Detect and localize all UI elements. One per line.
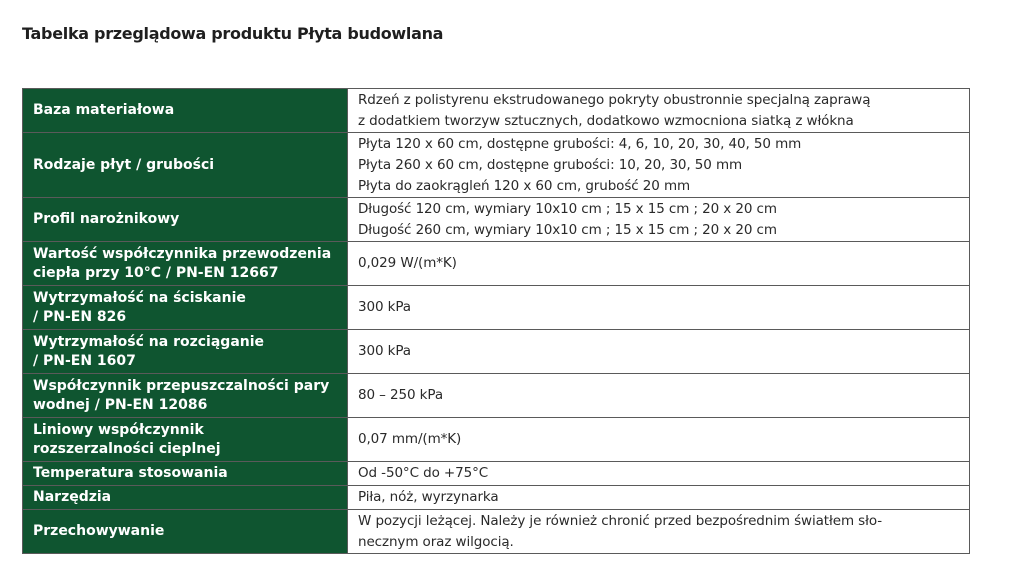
spec-value-line: Długość 260 cm, wymiary 10x10 cm ; 15 x 15 cm ; 20 x 20 cm: [358, 221, 777, 238]
spec-label-line: Współczynnik przepuszczalności pary: [33, 377, 330, 394]
spec-value-line: necznym oraz wilgocią.: [358, 533, 514, 550]
spec-label-cell: [23, 486, 348, 510]
spec-value-line: Płyta 120 x 60 cm, dostępne grubości: 4, 6, 10, 20, 30, 40, 50 mm: [358, 135, 802, 152]
spec-label-cell: [23, 374, 348, 418]
spec-value-line: Rdzeń z polistyrenu ekstrudowanego pokryty obustronnie specjalną zaprawą: [358, 91, 871, 108]
spec-label-line: Wytrzymałość na ściskanie: [33, 289, 246, 306]
spec-label-line: Temperatura stosowania: [33, 465, 228, 481]
spec-label-line: Narzędzia: [33, 489, 112, 505]
spec-label-line: Wartość współczynnika przewodzenia: [33, 245, 332, 262]
spec-value-cell: [348, 374, 970, 418]
spec-value-line: 0,07 mm/(m*K): [358, 431, 462, 447]
spec-value-line: 300 kPa: [358, 299, 411, 315]
spec-label-line: Baza materiałowa: [33, 102, 175, 118]
spec-label-line: wodnej / PN-EN 12086: [33, 396, 208, 413]
spec-label-line: rozszerzalności cieplnej: [33, 440, 221, 457]
spec-row: [23, 330, 970, 374]
page-title: Tabelka przeglądowa produktu Płyta budowlana: [22, 24, 444, 43]
spec-value-cell: [348, 286, 970, 330]
spec-label-line: Profil narożnikowy: [33, 211, 180, 227]
spec-label-line: ciepła przy 10°C / PN-EN 12667: [33, 264, 279, 281]
spec-row: [23, 133, 970, 198]
spec-row: [23, 418, 970, 462]
spec-label-cell: [23, 198, 348, 242]
spec-label-line: / PN-EN 1607: [33, 352, 136, 369]
spec-label-cell: [23, 133, 348, 198]
spec-value-cell: [348, 330, 970, 374]
spec-row: [23, 198, 970, 242]
spec-label-line: / PN-EN 826: [33, 308, 127, 325]
product-spec-table: [22, 88, 970, 554]
spec-row: [23, 89, 970, 133]
spec-value-line: Od -50°C do +75°C: [358, 465, 489, 481]
spec-value-line: Płyta 260 x 60 cm, dostępne grubości: 10, 20, 30, 50 mm: [358, 156, 743, 173]
spec-row: [23, 242, 970, 286]
spec-value-line: 0,029 W/(m*K): [358, 255, 457, 271]
spec-value-cell: [348, 242, 970, 286]
spec-value-cell: [348, 462, 970, 486]
spec-value-line: Długość 120 cm, wymiary 10x10 cm ; 15 x 15 cm ; 20 x 20 cm: [358, 200, 777, 217]
spec-row: [23, 374, 970, 418]
spec-row: [23, 462, 970, 486]
spec-value-cell: [348, 133, 970, 198]
spec-label-cell: [23, 510, 348, 554]
spec-label-cell: [23, 89, 348, 133]
spec-label-line: Wytrzymałość na rozciąganie: [33, 333, 265, 350]
spec-value-line: Płyta do zaokrągleń 120 x 60 cm, grubość 20 mm: [358, 177, 691, 194]
spec-label-line: Rodzaje płyt / grubości: [33, 156, 215, 173]
spec-value-line: 80 – 250 kPa: [358, 387, 443, 403]
spec-value-line: 300 kPa: [358, 343, 411, 359]
spec-value-line: Piła, nóż, wyrzynarka: [358, 489, 499, 505]
spec-row: [23, 486, 970, 510]
spec-label-cell: [23, 462, 348, 486]
spec-label-line: Przechowywanie: [33, 523, 165, 539]
spec-value-cell: [348, 418, 970, 462]
spec-label-cell: [23, 330, 348, 374]
spec-label-line: Liniowy współczynnik: [33, 421, 204, 438]
spec-value-cell: [348, 510, 970, 554]
spec-label-cell: [23, 286, 348, 330]
spec-value-line: z dodatkiem tworzyw sztucznych, dodatkowo wzmocniona siatką z włókna: [358, 112, 854, 129]
spec-label-cell: [23, 242, 348, 286]
spec-value-cell: [348, 486, 970, 510]
spec-label-cell: [23, 418, 348, 462]
spec-value-cell: [348, 198, 970, 242]
spec-value-cell: [348, 89, 970, 133]
spec-row: [23, 510, 970, 554]
spec-table-body: [23, 89, 970, 554]
spec-row: [23, 286, 970, 330]
spec-value-line: W pozycji leżącej. Należy je również chronić przed bezpośrednim światłem sło-: [358, 512, 883, 529]
